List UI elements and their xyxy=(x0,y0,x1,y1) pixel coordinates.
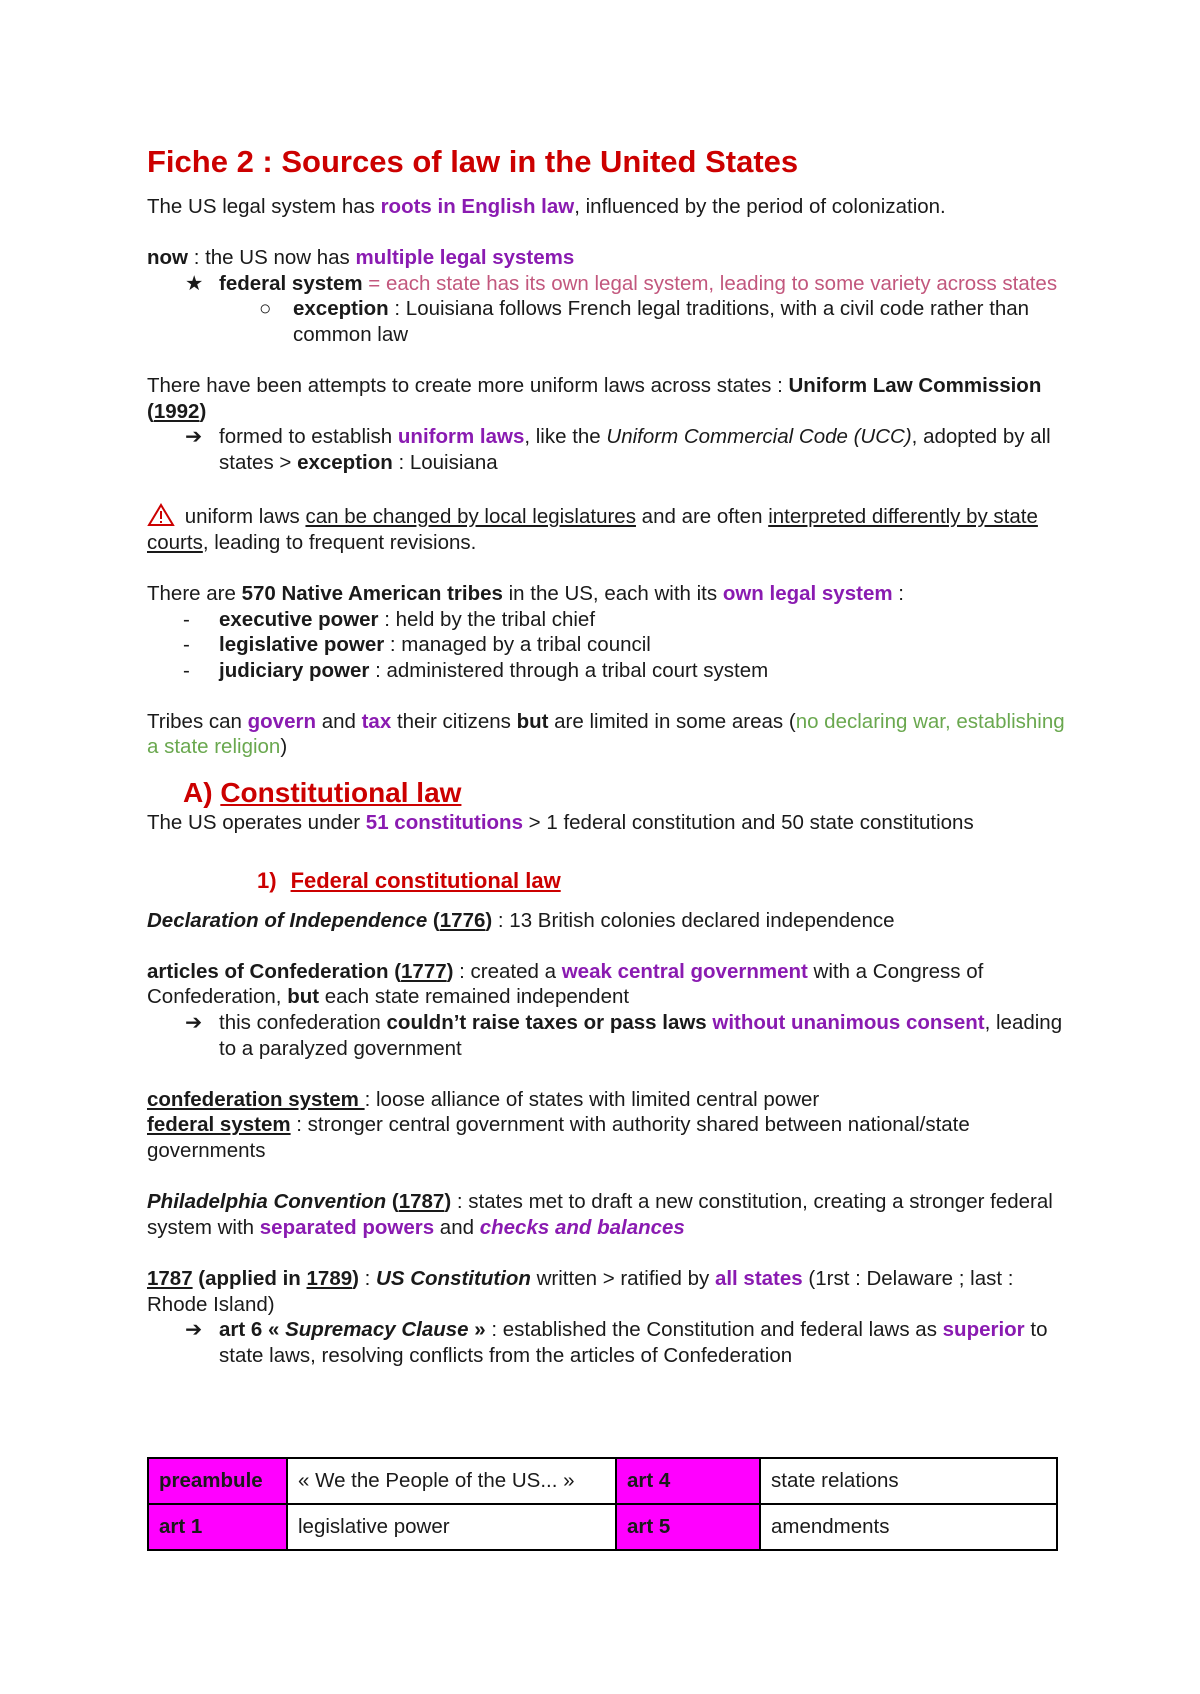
declaration-paragraph: Declaration of Independence (1776) : 13 British colonies declared independence xyxy=(147,908,895,932)
arrow-right-icon: ➔ xyxy=(185,1318,203,1342)
document-content xyxy=(147,142,1067,1368)
warning-paragraph: uniform laws can be changed by local legislatures and are often interpreted differently by state courts, leading to frequent revisions. xyxy=(147,505,1038,554)
table-cell-value: state relations xyxy=(760,1458,1057,1504)
constitution-paragraph: 1787 (applied in 1789) : US Constitution written > ratified by all states (1rst : Delaware ; last : Rhode Island) xyxy=(147,1266,1014,1316)
intro-paragraph: The US legal system has roots in English law, influenced by the period of colonization. xyxy=(147,195,946,218)
list-item-legislative: - legislative power : managed by a tribal council xyxy=(183,633,651,657)
list-item-exception: ○ exception : Louisiana follows French legal traditions, with a civil code rather than common law xyxy=(259,297,1030,346)
constitutions-paragraph: The US operates under 51 constitutions > 1 federal constitution and 50 state constitutions xyxy=(147,811,974,835)
articles-table xyxy=(147,1457,1058,1551)
now-paragraph: now : the US now has multiple legal systems xyxy=(147,246,575,270)
table-cell-value: « We the People of the US... » xyxy=(287,1458,616,1504)
arrow-right-icon: ➔ xyxy=(185,1011,203,1035)
highlight-roots: roots in English law xyxy=(380,195,575,218)
uniform-paragraph: There have been attempts to create more uniform laws across states : Uniform Law Commission (1992) xyxy=(147,374,1042,423)
table-cell-key: art 1 xyxy=(148,1504,287,1550)
circle-bullet-icon: ○ xyxy=(259,297,272,321)
confederation-system-line: confederation system : loose alliance of states with limited central power xyxy=(147,1087,820,1111)
table-cell-key: preambule xyxy=(148,1458,287,1504)
table-row xyxy=(148,1458,1057,1504)
arrow-right-icon: ➔ xyxy=(185,425,203,449)
highlight-multiple-systems: multiple legal systems xyxy=(355,246,575,270)
table-cell-key: art 5 xyxy=(616,1504,760,1550)
table-cell-key: art 4 xyxy=(616,1458,760,1504)
confederation-paragraph: articles of Confederation (1777) : created a weak central government with a Congress of Confederation, but each state remained independent xyxy=(147,959,984,1009)
star-bullet-icon: ★ xyxy=(185,271,204,295)
warning-triangle-icon xyxy=(147,503,175,527)
govern-paragraph: Tribes can govern and tax their citizens but are limited in some areas (no declaring war, establishing a state religion) xyxy=(147,709,1065,759)
list-item-uniform-arrow: ➔ formed to establish uniform laws, like the Uniform Commercial Code (UCC), adopted by all states > exception : Louisiana xyxy=(185,425,1051,474)
section-heading-1: 1) Federal constitutional law xyxy=(257,867,561,893)
list-item-federal-system: ★ federal system = each state has its own legal system, leading to some variety across states xyxy=(185,271,1058,295)
tribes-paragraph: There are 570 Native American tribes in the US, each with its own legal system : xyxy=(147,581,904,605)
table-row xyxy=(148,1504,1057,1550)
federal-system-line: federal system : stronger central government with authority shared between national/state governments xyxy=(147,1113,970,1162)
philadelphia-paragraph: Philadelphia Convention (1787) : states met to draft a new constitution, creating a stronger federal system with separated powers and checks and balances xyxy=(147,1190,1053,1239)
table-cell-value: amendments xyxy=(760,1504,1057,1550)
list-item-supremacy-arrow: ➔ art 6 « Supremacy Clause » : established the Constitution and federal laws as superior to state laws, resolving conflicts from the articles of Confederation xyxy=(185,1318,1048,1367)
table-cell-value: legislative power xyxy=(287,1504,616,1550)
section-heading-a: A) Constitutional law xyxy=(183,777,462,809)
list-item-judiciary: - judiciary power : administered through a tribal court system xyxy=(183,658,769,682)
page-title: Fiche 2 : Sources of law in the United States xyxy=(147,144,799,179)
list-item-confederation-arrow: ➔ this confederation couldn’t raise taxes or pass laws without unanimous consent, leading to a paralyzed government xyxy=(185,1011,1063,1060)
list-item-executive: - executive power : held by the tribal chief xyxy=(183,607,596,631)
